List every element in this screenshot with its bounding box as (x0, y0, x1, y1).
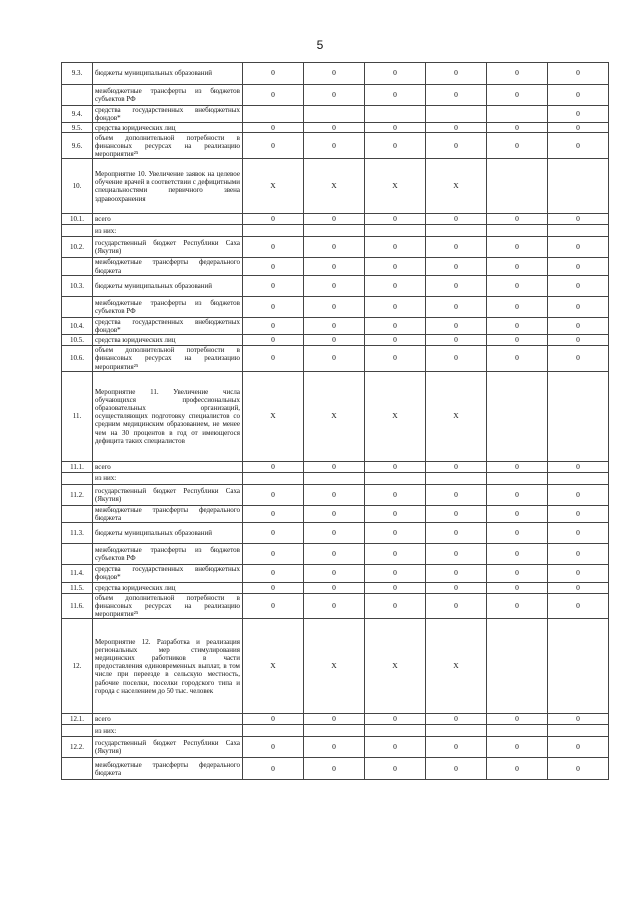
value-cell: 0 (365, 461, 426, 472)
value-cell: 0 (304, 133, 365, 159)
value-cell (304, 472, 365, 484)
row-description: объем дополнительной потребности в финансовых ресурсах на реализацию мероприятия²⁵ (93, 346, 243, 372)
value-cell: X (426, 619, 487, 714)
row-number: 10.6. (62, 346, 93, 372)
value-cell: 0 (243, 214, 304, 225)
row-number (62, 505, 93, 522)
value-cell: 0 (243, 317, 304, 334)
row-description: всего (93, 714, 243, 725)
row-description: средства юридических лиц (93, 582, 243, 593)
value-cell: 0 (487, 505, 548, 522)
value-cell: X (304, 159, 365, 214)
value-cell (548, 225, 609, 237)
value-cell: 0 (487, 484, 548, 505)
value-cell: 0 (243, 275, 304, 296)
value-cell: 0 (243, 123, 304, 133)
row-number: 9.3. (62, 63, 93, 85)
table-row (62, 523, 609, 544)
value-cell: X (304, 371, 365, 461)
value-cell: 0 (304, 505, 365, 522)
row-number: 12.2. (62, 737, 93, 758)
row-description: средства государственных внебюджетных фондов* (93, 317, 243, 334)
value-cell (304, 225, 365, 237)
table-row (62, 582, 609, 593)
row-number (62, 472, 93, 484)
value-cell: 0 (426, 63, 487, 85)
value-cell: 0 (365, 565, 426, 582)
value-cell: X (365, 159, 426, 214)
table-row (62, 505, 609, 522)
value-cell: 0 (243, 484, 304, 505)
row-number: 12. (62, 619, 93, 714)
value-cell (487, 371, 548, 461)
table-row (62, 593, 609, 619)
value-cell: 0 (487, 523, 548, 544)
row-description: Мероприятие 10. Увеличение заявок на целевое обучение врачей в соответствии с дефицитными специальностями первичного звена здравоохранения (93, 159, 243, 214)
value-cell: X (365, 371, 426, 461)
value-cell: 0 (548, 582, 609, 593)
value-cell: 0 (304, 582, 365, 593)
value-cell: 0 (548, 123, 609, 133)
table-row (62, 461, 609, 472)
value-cell: 0 (548, 565, 609, 582)
value-cell (426, 725, 487, 737)
value-cell: 0 (426, 237, 487, 258)
value-cell: 0 (243, 335, 304, 346)
value-cell: 0 (426, 714, 487, 725)
row-number: 10. (62, 159, 93, 214)
value-cell: 0 (426, 565, 487, 582)
row-description: из них: (93, 225, 243, 237)
value-cell: 0 (548, 133, 609, 159)
value-cell: 0 (304, 275, 365, 296)
value-cell (365, 472, 426, 484)
value-cell: 0 (304, 123, 365, 133)
value-cell: 0 (304, 461, 365, 472)
row-number: 11.4. (62, 565, 93, 582)
table-row (62, 237, 609, 258)
value-cell: 0 (426, 737, 487, 758)
value-cell: 0 (365, 258, 426, 275)
value-cell: 0 (487, 758, 548, 780)
value-cell: 0 (243, 758, 304, 780)
value-cell: 0 (304, 317, 365, 334)
value-cell: 0 (243, 296, 304, 317)
row-number: 11.3. (62, 523, 93, 544)
value-cell: 0 (426, 593, 487, 619)
table-row (62, 714, 609, 725)
table-row (62, 106, 609, 123)
row-number: 9.4. (62, 106, 93, 123)
value-cell: 0 (365, 758, 426, 780)
value-cell: 0 (548, 714, 609, 725)
value-cell: 0 (426, 258, 487, 275)
value-cell: 0 (548, 237, 609, 258)
table-row (62, 159, 609, 214)
value-cell: 0 (548, 85, 609, 106)
row-description: государственный бюджет Республики Саха (Якутия) (93, 237, 243, 258)
value-cell (243, 106, 304, 123)
table-row (62, 565, 609, 582)
value-cell (426, 106, 487, 123)
value-cell: 0 (365, 275, 426, 296)
row-description: из них: (93, 472, 243, 484)
value-cell: 0 (548, 346, 609, 372)
value-cell: 0 (426, 214, 487, 225)
row-description: межбюджетные трансферты из бюджетов субъектов РФ (93, 296, 243, 317)
row-number: 10.1. (62, 214, 93, 225)
value-cell (243, 472, 304, 484)
value-cell (487, 472, 548, 484)
value-cell: 0 (426, 484, 487, 505)
value-cell: 0 (304, 346, 365, 372)
value-cell: 0 (548, 63, 609, 85)
table-row (62, 737, 609, 758)
value-cell: 0 (243, 133, 304, 159)
row-description: объем дополнительной потребности в финансовых ресурсах на реализацию мероприятия²⁵ (93, 593, 243, 619)
row-number: 10.2. (62, 237, 93, 258)
table-row (62, 544, 609, 565)
value-cell: 0 (365, 523, 426, 544)
value-cell (365, 106, 426, 123)
value-cell: 0 (426, 133, 487, 159)
value-cell: 0 (304, 758, 365, 780)
value-cell: 0 (365, 123, 426, 133)
value-cell: 0 (487, 714, 548, 725)
table-row (62, 484, 609, 505)
table-row (62, 346, 609, 372)
value-cell: 0 (365, 484, 426, 505)
value-cell: 0 (365, 237, 426, 258)
budget-table (61, 62, 609, 780)
table-row (62, 85, 609, 106)
value-cell: 0 (548, 275, 609, 296)
value-cell: 0 (365, 335, 426, 346)
table-row (62, 317, 609, 334)
value-cell: 0 (548, 505, 609, 522)
value-cell: 0 (426, 523, 487, 544)
value-cell: 0 (426, 582, 487, 593)
row-number (62, 225, 93, 237)
value-cell: 0 (365, 346, 426, 372)
value-cell: 0 (243, 461, 304, 472)
value-cell: 0 (304, 565, 365, 582)
value-cell: 0 (548, 335, 609, 346)
value-cell (487, 106, 548, 123)
value-cell (243, 725, 304, 737)
value-cell: 0 (548, 214, 609, 225)
value-cell: 0 (243, 63, 304, 85)
table-row (62, 758, 609, 780)
table-row (62, 335, 609, 346)
value-cell: 0 (487, 133, 548, 159)
value-cell: 0 (426, 544, 487, 565)
table-row (62, 619, 609, 714)
value-cell: 0 (426, 123, 487, 133)
value-cell: 0 (487, 593, 548, 619)
value-cell: 0 (304, 523, 365, 544)
value-cell: 0 (365, 133, 426, 159)
table-row (62, 258, 609, 275)
row-description: Мероприятие 11. Увеличение числа обучающихся профессиональных образовательных организаций, осуществляющих подготовку специалистов со средним медицинским образованием, не менее чем на 30 процентов в год от имеющегося дефицита таких специалистов (93, 371, 243, 461)
value-cell: X (426, 159, 487, 214)
value-cell: 0 (487, 346, 548, 372)
row-description: межбюджетные трансферты федерального бюджета (93, 505, 243, 522)
value-cell: 0 (548, 593, 609, 619)
value-cell: 0 (548, 258, 609, 275)
value-cell: X (304, 619, 365, 714)
row-description: бюджеты муниципальных образований (93, 63, 243, 85)
row-number (62, 725, 93, 737)
value-cell: 0 (304, 214, 365, 225)
value-cell: 0 (487, 317, 548, 334)
value-cell: X (243, 159, 304, 214)
value-cell: 0 (487, 85, 548, 106)
value-cell: 0 (365, 63, 426, 85)
value-cell (548, 725, 609, 737)
value-cell: 0 (365, 544, 426, 565)
value-cell (426, 472, 487, 484)
value-cell: 0 (365, 714, 426, 725)
value-cell (487, 619, 548, 714)
value-cell: 0 (304, 85, 365, 106)
value-cell (548, 619, 609, 714)
table-row (62, 725, 609, 737)
value-cell: 0 (304, 296, 365, 317)
value-cell: 0 (365, 593, 426, 619)
value-cell: 0 (487, 63, 548, 85)
row-description: средства юридических лиц (93, 335, 243, 346)
value-cell: 0 (304, 484, 365, 505)
value-cell (243, 225, 304, 237)
value-cell: 0 (243, 258, 304, 275)
table-row (62, 296, 609, 317)
table-row (62, 225, 609, 237)
row-description: средства юридических лиц (93, 123, 243, 133)
value-cell: 0 (426, 85, 487, 106)
value-cell: 0 (243, 593, 304, 619)
value-cell: 0 (243, 544, 304, 565)
row-description: объем дополнительной потребности в финансовых ресурсах на реализацию мероприятия²⁵ (93, 133, 243, 159)
value-cell: 0 (304, 237, 365, 258)
value-cell (548, 159, 609, 214)
row-number: 11.2. (62, 484, 93, 505)
value-cell: 0 (487, 275, 548, 296)
value-cell: 0 (548, 296, 609, 317)
row-number (62, 758, 93, 780)
value-cell: 0 (365, 296, 426, 317)
value-cell: 0 (304, 544, 365, 565)
value-cell: 0 (243, 565, 304, 582)
row-description: межбюджетные трансферты из бюджетов субъектов РФ (93, 85, 243, 106)
value-cell (548, 472, 609, 484)
value-cell: 0 (426, 505, 487, 522)
value-cell: 0 (243, 85, 304, 106)
value-cell: X (243, 371, 304, 461)
value-cell: 0 (487, 544, 548, 565)
value-cell (426, 225, 487, 237)
value-cell: 0 (243, 737, 304, 758)
value-cell: 0 (487, 461, 548, 472)
value-cell (365, 725, 426, 737)
value-cell: 0 (304, 335, 365, 346)
row-number (62, 85, 93, 106)
value-cell: 0 (304, 737, 365, 758)
value-cell: 0 (304, 593, 365, 619)
value-cell: 0 (243, 505, 304, 522)
value-cell: 0 (426, 346, 487, 372)
row-description: бюджеты муниципальных образований (93, 523, 243, 544)
row-number: 11.5. (62, 582, 93, 593)
value-cell: 0 (548, 523, 609, 544)
row-description: всего (93, 214, 243, 225)
value-cell: 0 (548, 484, 609, 505)
row-number (62, 296, 93, 317)
value-cell (487, 725, 548, 737)
value-cell (487, 225, 548, 237)
value-cell: 0 (487, 258, 548, 275)
value-cell: 0 (426, 296, 487, 317)
value-cell: 0 (243, 237, 304, 258)
value-cell (304, 725, 365, 737)
row-description: из них: (93, 725, 243, 737)
row-number (62, 544, 93, 565)
value-cell: 0 (426, 461, 487, 472)
row-number: 9.6. (62, 133, 93, 159)
row-description: бюджеты муниципальных образований (93, 275, 243, 296)
row-description: средства государственных внебюджетных фондов* (93, 565, 243, 582)
value-cell: 0 (548, 544, 609, 565)
value-cell: 0 (487, 237, 548, 258)
value-cell: 0 (365, 505, 426, 522)
row-description: межбюджетные трансферты федерального бюджета (93, 258, 243, 275)
row-description: межбюджетные трансферты федерального бюджета (93, 758, 243, 780)
value-cell: 0 (365, 85, 426, 106)
table-row (62, 472, 609, 484)
value-cell: 0 (548, 737, 609, 758)
value-cell: 0 (426, 317, 487, 334)
value-cell: 0 (304, 258, 365, 275)
value-cell: 0 (243, 346, 304, 372)
value-cell: 0 (243, 714, 304, 725)
value-cell (487, 159, 548, 214)
value-cell: 0 (304, 714, 365, 725)
row-description: государственный бюджет Республики Саха (Якутия) (93, 737, 243, 758)
value-cell: 0 (365, 214, 426, 225)
value-cell (304, 106, 365, 123)
row-number: 10.3. (62, 275, 93, 296)
value-cell: 0 (548, 106, 609, 123)
value-cell: 0 (548, 461, 609, 472)
row-number: 11. (62, 371, 93, 461)
value-cell: 0 (487, 582, 548, 593)
value-cell: X (365, 619, 426, 714)
value-cell: 0 (426, 275, 487, 296)
value-cell: 0 (487, 296, 548, 317)
value-cell: 0 (243, 582, 304, 593)
value-cell: 0 (487, 214, 548, 225)
row-number: 11.6. (62, 593, 93, 619)
value-cell (365, 225, 426, 237)
value-cell: X (243, 619, 304, 714)
value-cell: 0 (304, 63, 365, 85)
value-cell: 0 (487, 737, 548, 758)
table-row (62, 275, 609, 296)
row-number: 12.1. (62, 714, 93, 725)
row-number: 10.4. (62, 317, 93, 334)
row-number: 11.1. (62, 461, 93, 472)
value-cell (548, 371, 609, 461)
value-cell: 0 (365, 582, 426, 593)
page-number: 5 (316, 38, 324, 52)
value-cell: 0 (548, 317, 609, 334)
value-cell: 0 (365, 317, 426, 334)
row-description: межбюджетные трансферты из бюджетов субъектов РФ (93, 544, 243, 565)
table-row (62, 133, 609, 159)
value-cell: 0 (365, 737, 426, 758)
value-cell: 0 (487, 565, 548, 582)
row-description: Мероприятие 12. Разработка и реализация региональных мер стимулирования медицинских работников в части предоставления единовременных выплат, в том числе при переезде в сельскую местность, рабочие поселки, поселки городского типа и города с населением до 50 тыс. человек (93, 619, 243, 714)
row-description: средства государственных внебюджетных фондов* (93, 106, 243, 123)
table-row (62, 214, 609, 225)
value-cell: 0 (243, 523, 304, 544)
value-cell: 0 (487, 123, 548, 133)
table-row (62, 371, 609, 461)
row-number (62, 258, 93, 275)
row-description: всего (93, 461, 243, 472)
table-row (62, 63, 609, 85)
value-cell: 0 (426, 335, 487, 346)
value-cell: 0 (487, 335, 548, 346)
row-number: 10.5. (62, 335, 93, 346)
row-description: государственный бюджет Республики Саха (Якутия) (93, 484, 243, 505)
row-number: 9.5. (62, 123, 93, 133)
value-cell: X (426, 371, 487, 461)
value-cell: 0 (426, 758, 487, 780)
table-row (62, 123, 609, 133)
value-cell: 0 (548, 758, 609, 780)
